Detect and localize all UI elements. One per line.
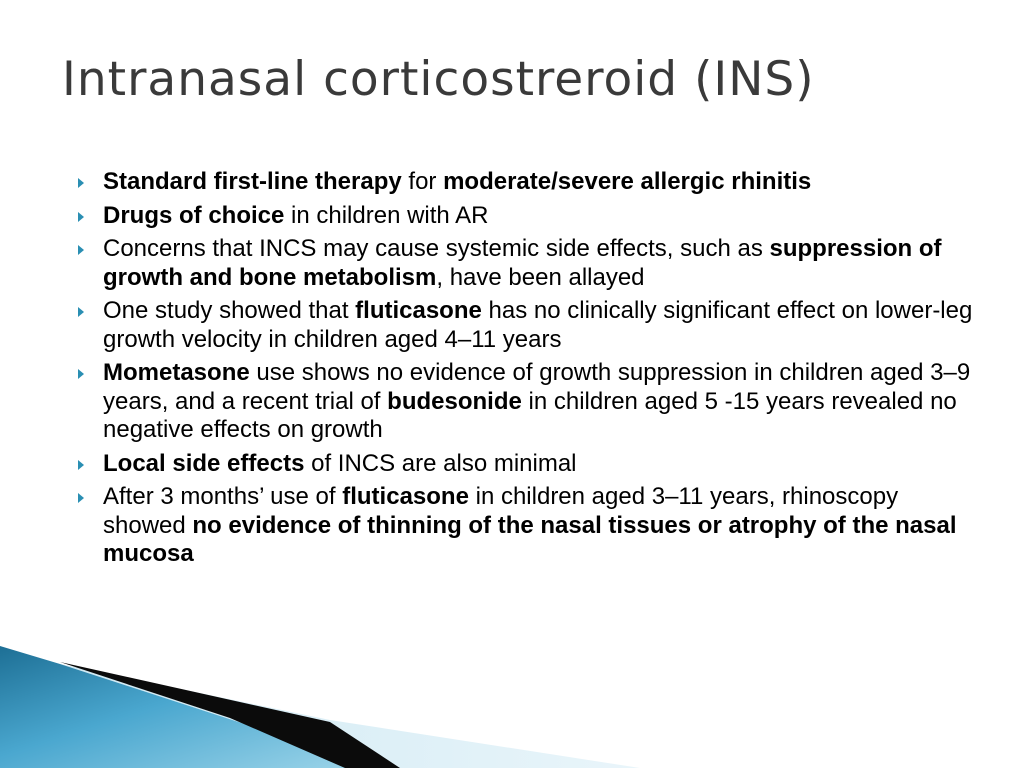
bullet-text: [103, 450, 577, 477]
text-phrase: use shows no evidence of growth suppression in children aged 3–9 years, and a recent trial of: [103, 359, 971, 415]
bullet-text: [103, 359, 970, 443]
triangle-right-icon: [78, 307, 84, 317]
triangle-right-icon: [78, 212, 84, 222]
bullet-list: [74, 168, 974, 574]
bullet-item: [74, 168, 974, 197]
bullet-text: [103, 297, 972, 353]
text-phrase: Concerns that INCS may cause systemic side effects, such as: [103, 235, 770, 262]
bullet-item: [74, 235, 974, 292]
bold-phrase: Drugs of choice: [103, 201, 285, 229]
corner-decoration: [0, 600, 1024, 768]
triangle-right-icon: [78, 178, 84, 188]
bold-phrase: suppression of growth and bone metabolism: [103, 235, 942, 291]
text-phrase: in children with AR: [284, 201, 489, 229]
triangle-right-icon: [78, 460, 84, 470]
text-phrase: After 3 months’ use of: [103, 483, 343, 510]
bold-phrase: fluticasone: [342, 483, 469, 510]
triangle-right-icon: [78, 245, 84, 255]
bold-phrase: Mometasone: [103, 359, 250, 386]
bullet-text: [103, 483, 957, 567]
bullet-text: [103, 168, 811, 195]
bullet-item: [74, 359, 974, 445]
bold-phrase: budesonide: [387, 387, 522, 415]
bold-phrase: no evidence of thinning of the nasal tissues or atrophy of the nasal mucosa: [103, 511, 957, 567]
bold-phrase: Local side effects: [103, 449, 305, 477]
bold-phrase: moderate/severe allergic rhinitis: [443, 168, 812, 195]
text-phrase: of INCS are also minimal: [304, 449, 577, 477]
text-phrase: in children aged 5 -15 years revealed no negative effects on growth: [103, 387, 957, 443]
triangle-right-icon: [78, 493, 84, 503]
text-phrase: One study showed that: [103, 297, 356, 324]
bullet-text: [103, 202, 488, 229]
text-phrase: , have been allayed: [436, 263, 645, 291]
bullet-item: [74, 450, 974, 479]
bullet-item: [74, 202, 974, 231]
bold-phrase: fluticasone: [355, 297, 482, 324]
text-phrase: for: [401, 168, 444, 195]
slide-title: Intranasal corticostreroid (INS): [62, 52, 815, 107]
text-phrase: in children aged 3–11 years, rhinoscopy showed: [103, 483, 899, 539]
bold-phrase: Standard first-line therapy: [103, 168, 402, 195]
triangle-right-icon: [78, 369, 84, 379]
text-phrase: has no clinically significant effect on lower-leg growth velocity in children aged 4–11 years: [103, 297, 973, 353]
bullet-item: [74, 483, 974, 569]
bullet-text: [103, 235, 942, 291]
bullet-item: [74, 297, 974, 354]
